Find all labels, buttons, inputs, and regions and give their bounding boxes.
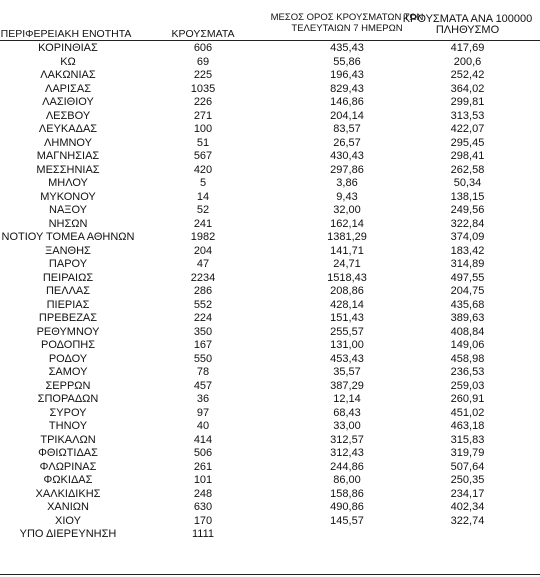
region-cell: ΤΗΝΟΥ [48,420,88,432]
cases-cell: 78 [196,366,210,378]
region-cell: ΧΑΛΚΙΔΙΚΗΣ [35,487,101,500]
region-cell: ΡΟΔΟΠΗΣ [40,339,96,351]
per100k-cell: 138,15 [450,190,485,203]
avg7-cell: 453,43 [330,352,364,365]
header-per100k: ΚΡΟΥΣΜΑΤΑ ΑΝΑ 100000 ΠΛΗΘΥΣΜΟ [402,13,533,36]
table-row [0,312,540,326]
avg7-cell: 55,86 [333,55,361,68]
region-cell: ΠΡΕΒΕΖΑΣ [38,312,98,324]
per100k-cell: 259,03 [450,379,485,392]
table-row [0,231,540,245]
cases-cell: 51 [196,136,210,149]
cases-cell: 420 [193,163,213,176]
table-row [0,69,540,83]
avg7-cell: 312,43 [330,447,364,459]
avg7-cell: 86,00 [333,474,361,486]
per100k-cell: 314,89 [450,258,485,270]
region-cell: ΠΕΛΛΑΣ [45,285,91,297]
table-row [0,245,540,259]
table-row [0,339,540,353]
table-row [0,177,540,191]
cases-cell: 241 [193,217,213,230]
per100k-cell: 319,79 [450,447,485,459]
region-cell: ΣΑΜΟΥ [48,366,88,378]
region-cell: ΞΑΝΘΗΣ [45,244,91,257]
cases-cell: 457 [193,379,213,392]
table-row [0,366,540,380]
cases-cell: 47 [196,258,210,270]
avg7-cell: 430,43 [330,150,364,162]
cases-cell: 40 [196,420,210,432]
per100k-cell: 249,56 [450,204,485,216]
per100k-cell: 315,83 [450,433,485,446]
per100k-cell: 463,18 [450,420,485,432]
cases-cell: 506 [193,447,213,459]
per100k-cell: 451,02 [450,406,485,419]
cases-cell: 226 [193,96,213,108]
per100k-cell: 417,69 [450,42,485,54]
per100k-cell: 183,42 [450,244,485,257]
avg7-cell: 204,14 [330,109,364,122]
header-cases: ΚΡΟΥΣΜΑΤΑ [171,28,235,40]
region-cell: ΡΟΔΟΥ [48,352,88,365]
per100k-cell: 236,53 [450,366,485,378]
region-cell: ΚΟΡΙΝΘΙΑΣ [38,42,98,54]
avg7-cell: 387,29 [330,379,364,392]
table-row [0,515,540,529]
avg7-cell: 244,86 [330,460,364,473]
per100k-cell: 497,55 [450,271,485,284]
per100k-cell: 458,98 [450,352,485,365]
region-cell: ΡΕΘΥΜΝΟΥ [36,325,100,338]
region-cell: ΜΗΛΟΥ [48,177,88,189]
header-divider [0,40,540,41]
avg7-cell: 12,14 [333,393,361,405]
per100k-cell: 234,17 [450,487,485,500]
header-avg7: ΜΕΣΟΣ ΟΡΟΣ ΚΡΟΥΣΜΑΤΩΝ ΤΩΝ ΤΕΛΕΥΤΑΙΩΝ 7 ΗΜΕΡΩΝ [270,12,424,34]
cases-cell: 350 [193,325,213,338]
avg7-cell: 141,71 [330,244,364,257]
cases-cell: 224 [193,312,213,324]
cases-cell: 97 [196,406,210,419]
table-row [0,501,540,515]
region-cell: ΦΛΩΡΙΝΑΣ [39,460,97,473]
cases-cell: 248 [193,487,213,500]
table-row [0,272,540,286]
cases-cell: 606 [193,42,213,54]
per100k-cell: 364,02 [450,82,485,95]
avg7-cell: 1518,43 [327,271,367,284]
per100k-cell: 299,81 [450,96,485,108]
region-cell: ΛΕΣΒΟΥ [45,109,91,122]
table-row [0,447,540,461]
per100k-cell: 507,64 [450,460,485,473]
avg7-cell: 162,14 [330,217,364,230]
region-cell: ΝΟΤΙΟΥ ΤΟΜΕΑ ΑΘΗΝΩΝ [1,231,135,243]
table-row [0,56,540,70]
region-cell: ΜΑΓΝΗΣΙΑΣ [36,150,100,162]
table-row [0,83,540,97]
avg7-cell: 33,00 [333,420,361,432]
cases-cell: 2234 [190,271,216,284]
table-row [0,96,540,110]
avg7-cell: 9,43 [336,190,358,203]
per100k-cell: 252,42 [450,69,485,81]
region-cell: ΠΕΙΡΑΙΩΣ [42,271,94,284]
per100k-cell: 200,6 [453,55,482,68]
cases-cell: 1111 [191,528,215,540]
region-cell: ΧΑΝΙΩΝ [47,501,89,513]
table-header [0,0,540,40]
per100k-cell: 408,84 [450,325,485,338]
per100k-cell: 313,53 [450,109,485,122]
table-row [0,191,540,205]
region-cell: ΣΠΟΡΑΔΩΝ [37,393,99,405]
cases-cell: 261 [193,460,213,473]
region-cell: ΛΑΚΩΝΙΑΣ [40,69,96,81]
avg7-cell: 255,57 [330,325,364,338]
region-cell: ΣΕΡΡΩΝ [45,379,91,392]
region-cell: ΧΙΟΥ [55,514,81,527]
avg7-cell: 435,43 [330,42,364,54]
table-row [0,137,540,151]
table-row [0,326,540,340]
table-row [0,110,540,124]
avg7-cell: 145,57 [330,514,364,527]
cases-cell: 1982 [190,231,216,243]
cases-cell: 204 [193,244,213,257]
avg7-cell: 1381,29 [327,231,367,243]
avg7-cell: 428,14 [330,298,364,311]
table-row [0,461,540,475]
cases-cell: 225 [193,69,213,81]
per100k-cell: 262,58 [450,163,485,176]
cases-cell: 14 [196,190,210,203]
cases-cell: 567 [193,150,213,162]
region-cell: ΜΥΚΟΝΟΥ [40,190,96,203]
avg7-cell: 3,86 [336,177,358,189]
cases-cell: 630 [193,501,213,513]
cases-cell: 414 [193,433,213,446]
avg7-cell: 24,71 [333,258,361,270]
region-cell: ΥΠΟ ΔΙΕΡΕΥΝΗΣΗ [19,528,117,540]
avg7-cell: 829,43 [330,82,364,95]
avg7-cell: 158,86 [330,487,364,500]
avg7-cell: 146,86 [330,96,364,108]
avg7-cell: 32,00 [333,204,361,216]
table-row [0,474,540,488]
avg7-cell: 26,57 [333,136,361,149]
avg7-cell: 83,57 [333,123,361,135]
table-row [0,218,540,232]
per100k-cell: 50,34 [453,177,482,189]
table-row [0,380,540,394]
table-row [0,407,540,421]
region-cell: ΛΑΡΙΣΑΣ [44,82,91,95]
bottom-divider [0,574,540,575]
per100k-cell: 204,75 [450,285,485,297]
region-cell: ΛΑΣΙΘΙΟΥ [42,96,94,108]
per100k-cell: 389,63 [450,312,485,324]
table-row [0,285,540,299]
region-cell: ΦΩΚΙΔΑΣ [43,474,93,486]
region-cell: ΤΡΙΚΑΛΩΝ [40,433,96,446]
per100k-cell: 298,41 [450,150,485,162]
region-cell: ΜΕΣΣΗΝΙΑΣ [36,163,100,176]
avg7-cell: 151,43 [330,312,364,324]
table-row [0,258,540,272]
avg7-cell: 196,43 [330,69,364,81]
cases-cell: 5 [199,177,207,189]
table-row [0,42,540,56]
cases-cell: 101 [193,474,213,486]
avg7-cell: 297,86 [330,163,364,176]
avg7-cell: 490,86 [330,501,364,513]
table-row [0,434,540,448]
avg7-cell: 131,00 [330,339,364,351]
cases-cell: 100 [193,123,213,135]
table-row [0,204,540,218]
header-region: ΠΕΡΙΦΕΡΕΙΑΚΗ ΕΝΟΤΗΤΑ [0,28,132,40]
region-cell: ΠΙΕΡΙΑΣ [46,298,90,311]
region-cell: ΛΕΥΚΑΔΑΣ [38,123,98,135]
table-row [0,353,540,367]
table-row [0,528,540,542]
per100k-cell: 250,35 [450,474,485,486]
table-row [0,123,540,137]
per100k-cell: 295,45 [450,136,485,149]
per100k-cell: 374,09 [450,231,485,243]
cases-cell: 170 [193,514,213,527]
table-row [0,164,540,178]
avg7-cell: 35,57 [333,366,361,378]
table-row [0,420,540,434]
cases-cell: 1035 [190,82,216,95]
cases-cell: 271 [193,109,213,122]
region-cell: ΠΑΡΟΥ [48,258,88,270]
region-cell: ΛΗΜΝΟΥ [44,136,92,149]
table-row [0,299,540,313]
per100k-cell: 402,34 [450,501,485,513]
per100k-cell: 322,84 [450,217,485,230]
per100k-cell: 422,07 [450,123,485,135]
cases-cell: 52 [196,204,210,216]
table-row [0,488,540,502]
cases-cell: 36 [196,393,210,405]
cases-cell: 69 [196,55,210,68]
per100k-cell: 322,74 [450,514,485,527]
region-cell: ΦΘΙΩΤΙΔΑΣ [38,447,98,459]
region-cell: ΚΩ [60,55,76,68]
table-row [0,393,540,407]
avg7-cell: 312,57 [330,433,364,446]
region-cell: ΝΗΣΩΝ [48,217,88,230]
region-cell: ΣΥΡΟΥ [49,406,87,419]
cases-cell: 552 [193,298,213,311]
cases-cell: 550 [193,352,213,365]
per100k-cell: 260,91 [450,393,485,405]
avg7-cell: 208,86 [330,285,364,297]
cases-cell: 167 [193,339,213,351]
table-row [0,150,540,164]
cases-cell: 286 [193,285,213,297]
avg7-cell: 68,43 [333,406,361,419]
region-cell: ΝΑΞΟΥ [49,204,87,216]
per100k-cell: 435,68 [450,298,485,311]
per100k-cell: 149,06 [450,339,485,351]
table-body [0,42,540,542]
